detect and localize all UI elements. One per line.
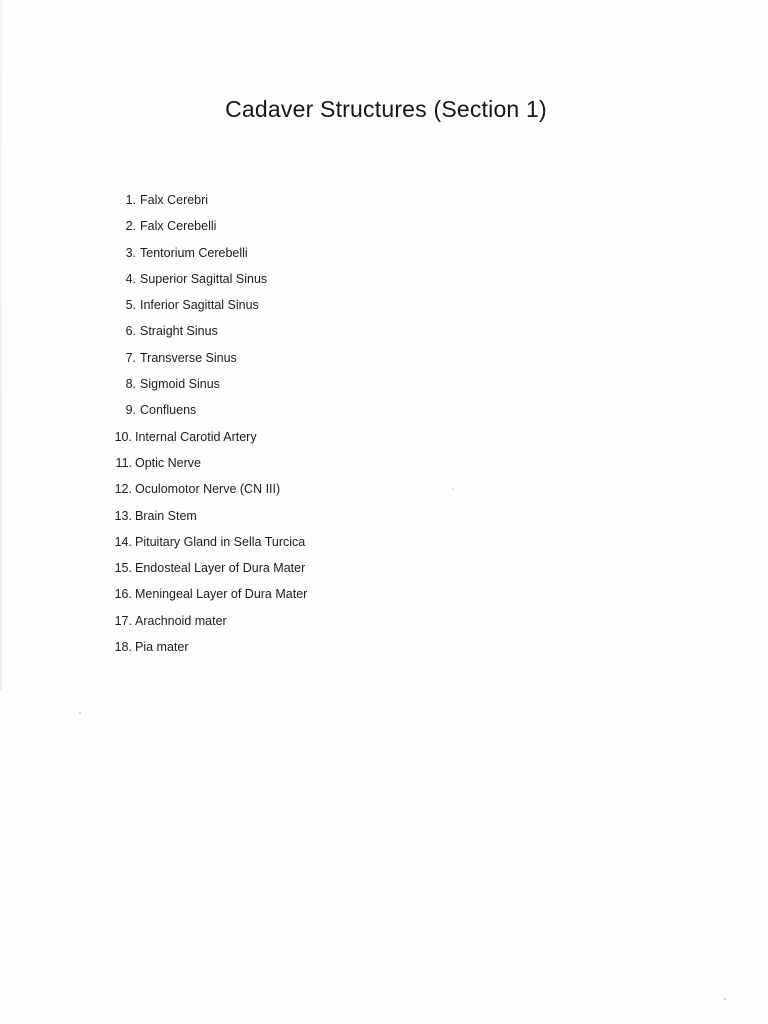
item-label: Endosteal Layer of Dura Mater [135,561,306,576]
list-item [106,348,307,374]
list-item [106,453,307,479]
scan-speck [79,712,81,714]
list-item [106,637,307,663]
item-label: Internal Carotid Artery [135,429,257,444]
item-number: 6. [125,324,136,339]
list-item [106,506,307,532]
item-number: 16. [114,587,132,602]
item-label: Tentorium Cerebelli [140,245,248,260]
item-number: 14. [114,534,132,549]
item-number: 18. [114,640,132,655]
list-item [106,427,307,453]
item-label: Sigmoid Sinus [140,377,220,392]
list-item [106,269,307,295]
list-item [106,374,307,400]
item-number: 9. [125,403,136,418]
item-label: Confluens [140,403,197,418]
list-item [106,611,307,637]
item-number: 12. [114,482,132,497]
item-number: 15. [114,561,132,576]
list-item [106,321,307,347]
scan-speck [724,998,726,1000]
item-label: Straight Sinus [140,324,218,339]
item-number: 1. [125,193,136,207]
list-item [106,295,307,321]
item-label: Pia mater [135,640,189,655]
scan-speck [452,488,454,490]
list-item [106,532,307,558]
item-label: Meningeal Layer of Dura Mater [135,587,308,602]
item-number: 10. [114,429,132,444]
list-item [106,190,307,216]
item-number: 2. [125,219,136,234]
item-number: 3. [125,245,136,260]
list-item [106,558,307,584]
item-number: 4. [125,271,136,286]
list-item [106,216,307,242]
list-item [106,243,307,269]
item-label: Optic Nerve [135,455,201,470]
item-label: Pituitary Gland in Sella Turcica [135,534,306,549]
structure-list [106,190,307,663]
item-label: Falx Cerebelli [140,219,217,234]
item-label: Brain Stem [135,508,197,523]
item-number: 11. [115,455,132,470]
list-item [106,400,307,426]
list-item [106,479,307,505]
item-number: 8. [125,377,136,392]
item-number: 5. [125,298,136,313]
item-label: Oculomotor Nerve (CN III) [135,482,281,497]
item-number: 17. [114,613,132,628]
item-label: Transverse Sinus [140,350,237,365]
page-title: Cadaver Structures (Section 1) [225,96,547,122]
item-number: 7. [125,350,136,365]
item-label: Superior Sagittal Sinus [140,271,268,286]
item-number: 13. [114,508,132,523]
list-item [106,584,307,610]
item-label: Arachnoid mater [135,613,227,628]
item-label: Falx Cerebri [140,193,209,207]
item-label: Inferior Sagittal Sinus [140,298,259,313]
